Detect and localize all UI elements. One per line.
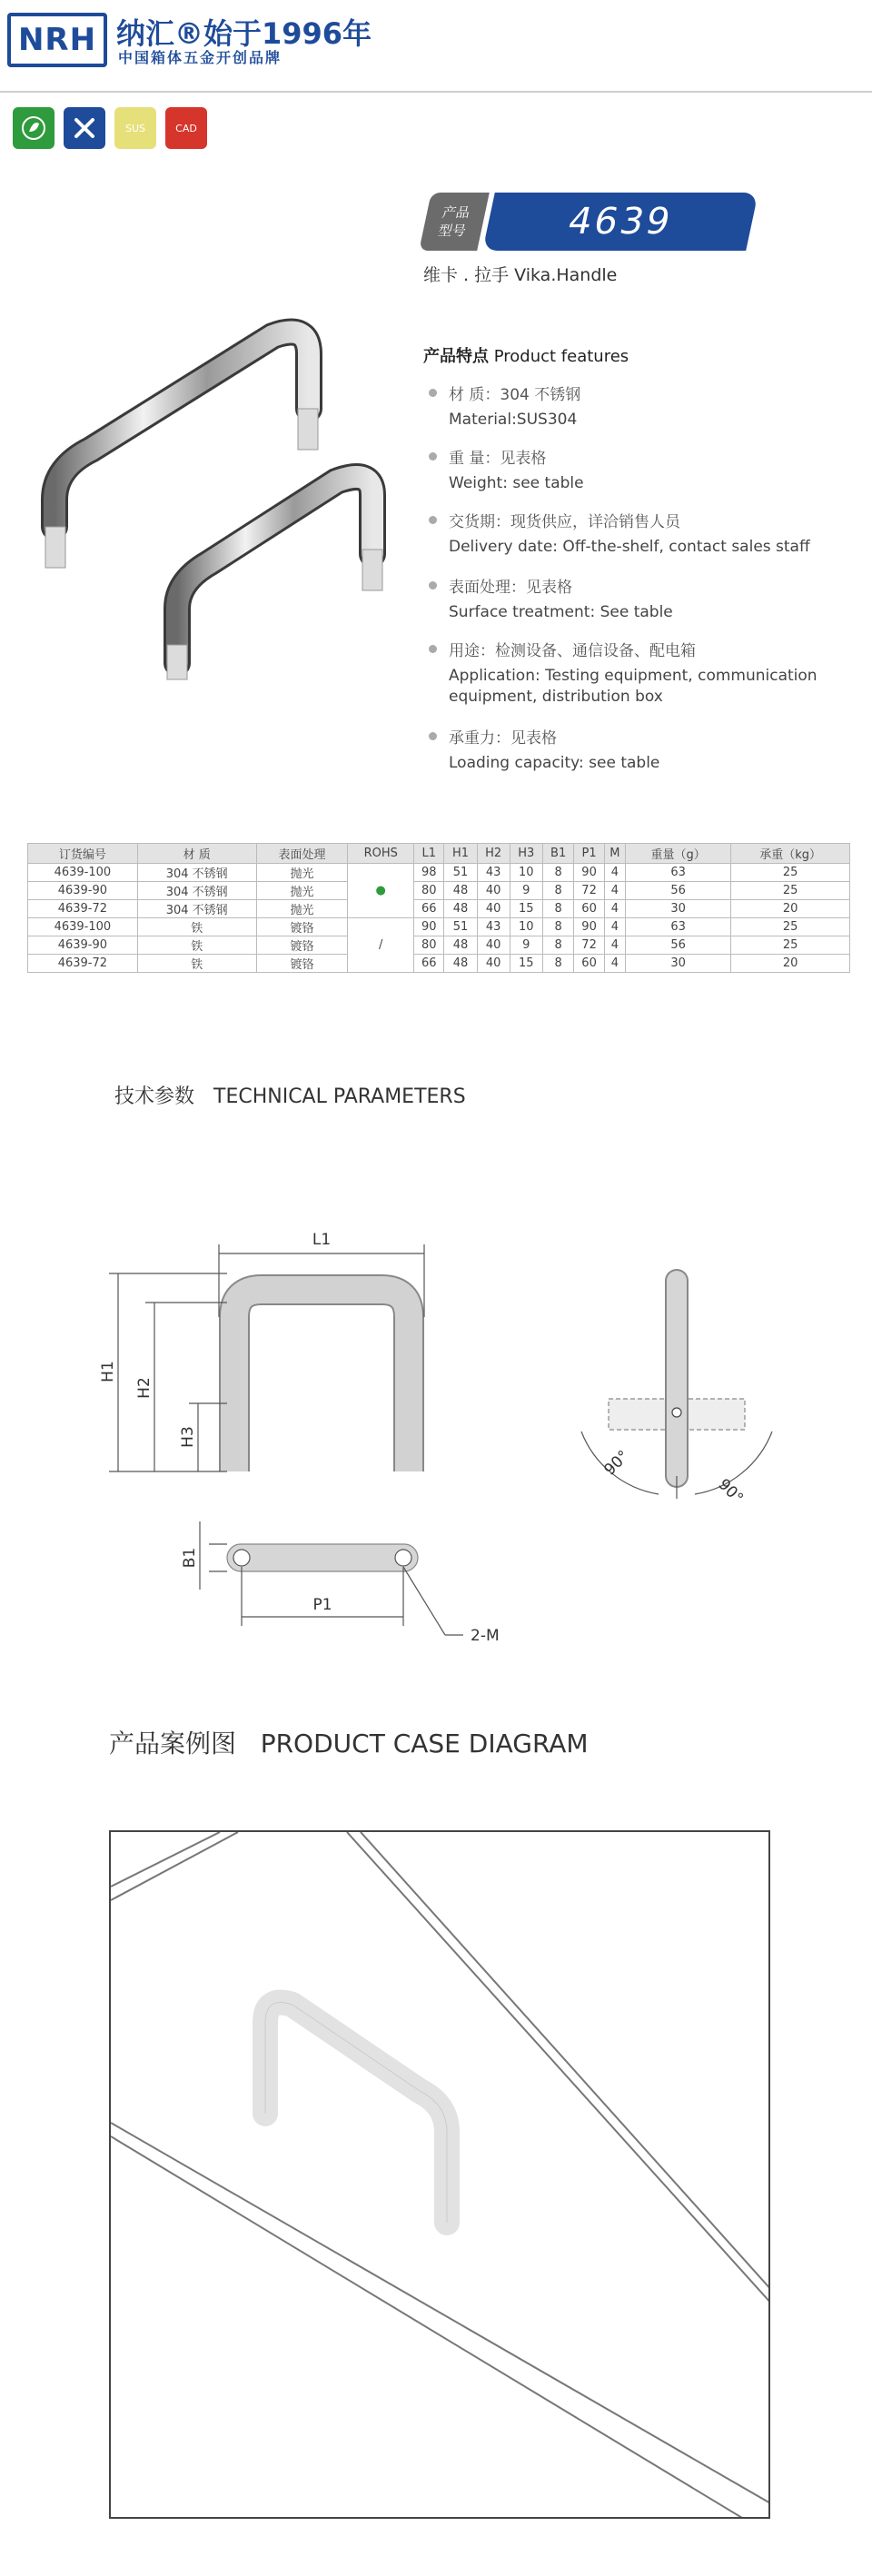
table-cell: 4639-72 [28,900,138,918]
table-cell: 10 [510,864,542,882]
table-row [28,864,850,882]
technical-title-en: TECHNICAL PARAMETERS [213,1085,466,1108]
col-header: 重量（g） [625,844,730,864]
cad-icon [165,107,207,149]
feature-item [429,509,865,558]
feature-cn: 用途：检测设备、通信设备、配电箱 [449,642,696,660]
dim-l1: L1 [312,1231,332,1249]
table-cell: 90 [574,918,604,936]
dim-b1: B1 [181,1547,199,1569]
feature-item [429,638,865,708]
code-label-line1: 产品 [441,204,472,221]
tools-icon [64,107,105,149]
bullet-icon [429,581,437,590]
feature-item [429,445,865,494]
table-cell: 30 [625,900,730,918]
table-cell: 51 [444,918,477,936]
table-cell: 40 [477,900,510,918]
col-header: M [604,844,625,864]
table-cell: 10 [510,918,542,936]
table-header-row [28,844,850,864]
brand-logo: NRH [7,13,107,67]
table-cell: 8 [542,955,574,973]
table-cell: 56 [625,936,730,955]
feature-en: Loading capacity: see table [449,754,660,772]
table-cell: 抛光 [256,864,348,882]
table-cell: 48 [444,882,477,900]
feature-en: Application: Testing equipment, communication equipment, distribution box [449,667,818,706]
table-cell: 9 [510,882,542,900]
table-cell: 25 [731,918,850,936]
table-cell: 25 [731,864,850,882]
table-cell: 304 不锈钢 [137,882,256,900]
angle-left: 90° [600,1447,633,1480]
case-diagram [109,1830,770,2519]
features-title [423,343,629,367]
feature-cn: 交货期：现货供应，详洽销售人员 [449,513,680,531]
table-cell: 60 [574,955,604,973]
table-cell: 25 [731,882,850,900]
col-header: L1 [414,844,444,864]
bullet-icon [429,389,437,397]
table-cell: 4 [604,936,625,955]
feature-en: Material:SUS304 [449,411,578,429]
table-cell: 60 [574,900,604,918]
table-cell: 4639-72 [28,955,138,973]
technical-title-cn: 技术参数 [114,1085,195,1108]
dim-h2: H2 [135,1377,154,1399]
features-title-en: Product features [493,347,629,366]
table-cell: 4639-100 [28,918,138,936]
feature-cn: 重 量：见表格 [449,450,547,468]
spec-table [27,843,850,973]
table-cell: 63 [625,918,730,936]
feature-item [429,725,865,774]
feature-en: Delivery date: Off-the-shelf, contact sales staff [449,538,810,556]
table-cell: 4 [604,918,625,936]
table-row [28,955,850,973]
table-cell: 66 [414,955,444,973]
table-cell: 镀铬 [256,955,348,973]
col-header: ROHS [348,844,414,864]
code-label-line2: 型号 [436,223,468,239]
table-cell: 铁 [137,936,256,955]
table-cell: 8 [542,918,574,936]
table-cell: 15 [510,900,542,918]
dim-p1: P1 [312,1596,332,1614]
table-cell: 铁 [137,955,256,973]
table-cell: 63 [625,864,730,882]
table-cell: 90 [414,918,444,936]
feature-cn: 表面处理：见表格 [449,579,572,597]
col-header: 表面处理 [256,844,348,864]
case-title-cn: 产品案例图 [109,1729,237,1759]
table-cell: 8 [542,900,574,918]
table-cell: 72 [574,936,604,955]
table-cell: ● [348,864,414,918]
table-cell: 40 [477,955,510,973]
cad-label: CAD [175,122,197,134]
brand-slogan: 中国箱体五金开创品牌 [118,49,282,66]
dim-m: 2-M [471,1627,500,1644]
dim-h3: H3 [179,1426,197,1448]
feature-cn: 材 质：304 不锈钢 [449,386,581,404]
table-cell: 80 [414,936,444,955]
table-cell: 8 [542,864,574,882]
table-cell: / [348,918,414,973]
table-cell: 72 [574,882,604,900]
table-cell: 90 [574,864,604,882]
technical-drawing [91,1208,799,1644]
table-row [28,918,850,936]
table-cell: 20 [731,955,850,973]
features-title-cn: 产品特点 [423,347,489,366]
table-cell: 镀铬 [256,918,348,936]
feature-en: Weight: see table [449,474,584,492]
col-header: B1 [542,844,574,864]
table-cell: 4 [604,955,625,973]
table-cell: 66 [414,900,444,918]
table-cell: 43 [477,864,510,882]
table-cell: 8 [542,882,574,900]
table-cell: 56 [625,882,730,900]
feature-en: Surface treatment: See table [449,603,673,621]
table-cell: 4 [604,864,625,882]
table-cell: 20 [731,900,850,918]
angle-right: 90° [714,1475,747,1508]
feature-item [429,381,865,431]
product-subtitle: 维卡 . 拉手 Vika.Handle [423,265,618,285]
col-header: H2 [477,844,510,864]
col-header: H1 [444,844,477,864]
table-cell: 43 [477,918,510,936]
table-row [28,900,850,918]
col-header: 材 质 [137,844,256,864]
table-cell: 4639-90 [28,936,138,955]
table-cell: 4 [604,882,625,900]
col-header: 订货编号 [28,844,138,864]
table-cell: 8 [542,936,574,955]
product-code: 4639 [482,193,758,251]
case-title [109,1724,589,1760]
table-cell: 98 [414,864,444,882]
case-illustration [111,1832,770,2519]
table-cell: 镀铬 [256,936,348,955]
table-cell: 抛光 [256,882,348,900]
table-cell: 25 [731,936,850,955]
table-cell: 15 [510,955,542,973]
col-header: H3 [510,844,542,864]
table-cell: 48 [444,936,477,955]
col-header: P1 [574,844,604,864]
table-cell: 抛光 [256,900,348,918]
table-row [28,936,850,955]
table-cell: 304 不锈钢 [137,864,256,882]
sus-label: SUS [124,122,146,134]
bullet-icon [429,452,437,461]
case-title-en: PRODUCT CASE DIAGRAM [260,1729,589,1759]
col-header: 承重（kg） [731,844,850,864]
bullet-icon [429,732,437,740]
feature-cn: 承重力：见表格 [449,729,557,748]
table-cell: 48 [444,900,477,918]
brand-name: 纳汇®始于1996年 [116,16,372,51]
table-cell: 40 [477,882,510,900]
table-cell: 80 [414,882,444,900]
header-divider [0,91,872,93]
bullet-icon [429,516,437,524]
table-cell: 304 不锈钢 [137,900,256,918]
table-cell: 铁 [137,918,256,936]
table-cell: 4639-100 [28,864,138,882]
technical-title [114,1081,466,1109]
table-cell: 9 [510,936,542,955]
eco-leaf-icon [13,107,54,149]
table-cell: 40 [477,936,510,955]
bullet-icon [429,645,437,653]
table-cell: 51 [444,864,477,882]
table-cell: 4 [604,900,625,918]
table-cell: 4639-90 [28,882,138,900]
product-code-label [419,193,490,251]
table-cell: 30 [625,955,730,973]
table-row [28,882,850,900]
product-photo [36,318,400,681]
table-cell: 48 [444,955,477,973]
dim-h1: H1 [99,1361,117,1382]
feature-item [429,574,865,623]
sus-icon [114,107,156,149]
